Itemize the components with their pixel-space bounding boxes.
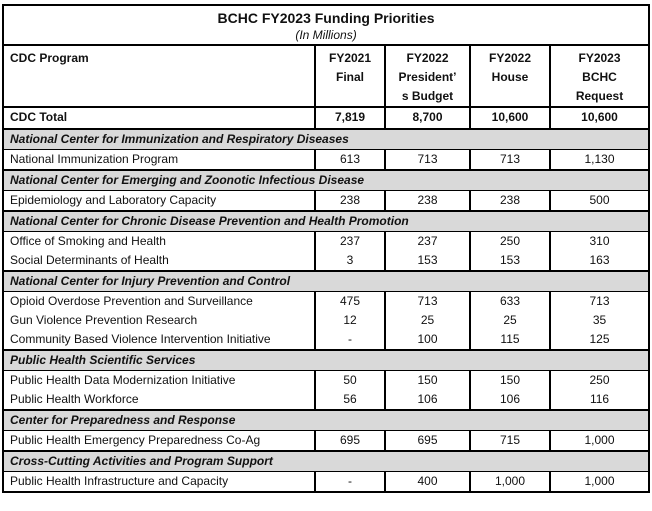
section-header-row — [3, 129, 649, 150]
header-line: President’ — [398, 70, 457, 84]
table-row — [3, 431, 649, 452]
section-title: National Center for Injury Prevention and Control — [3, 271, 649, 292]
table-row — [3, 330, 649, 350]
funding-value: 1,000 — [550, 472, 649, 493]
funding-table — [2, 4, 650, 493]
header-program: CDC Program — [10, 51, 89, 65]
section-title: National Center for Immunization and Respiratory Diseases — [3, 129, 649, 150]
funding-value: 713 — [550, 292, 649, 312]
funding-value: 613 — [315, 150, 385, 171]
title-row — [3, 5, 649, 45]
funding-value: 238 — [385, 191, 470, 212]
funding-value: 695 — [385, 431, 470, 452]
section-header-row — [3, 170, 649, 191]
header-line: Request — [575, 89, 624, 103]
section-title: Public Health Scientific Services — [3, 350, 649, 371]
section-header-row — [3, 211, 649, 232]
table-row — [3, 191, 649, 212]
program-name: Public Health Infrastructure and Capacity — [3, 472, 315, 493]
funding-value: 12 — [315, 311, 385, 330]
funding-value: 163 — [550, 251, 649, 271]
table-row — [3, 472, 649, 493]
table-row — [3, 232, 649, 252]
section-title: National Center for Emerging and Zoonotic Infectious Disease — [3, 170, 649, 191]
funding-value: 100 — [385, 330, 470, 350]
header-line: BCHC — [582, 70, 617, 84]
header-fy2021-final — [315, 45, 385, 107]
program-name: National Immunization Program — [3, 150, 315, 171]
program-name: Office of Smoking and Health — [10, 234, 166, 248]
funding-value: 238 — [315, 191, 385, 212]
funding-value: 115 — [470, 330, 550, 350]
funding-value: 500 — [550, 191, 649, 212]
table-row — [3, 150, 649, 171]
header-line: FY2022 — [488, 51, 532, 65]
total-value: 8,700 — [385, 107, 470, 129]
funding-value: 1,000 — [550, 431, 649, 452]
section-header-row — [3, 410, 649, 431]
funding-value: 150 — [385, 371, 470, 391]
section-header-row — [3, 271, 649, 292]
funding-value: 50 — [315, 371, 385, 391]
section-header-row — [3, 451, 649, 472]
funding-value: 25 — [385, 311, 470, 330]
section-title: Center for Preparedness and Response — [3, 410, 649, 431]
header-line: FY2023 — [578, 51, 621, 65]
program-name: Public Health Data Modernization Initiative — [10, 373, 236, 387]
funding-value: 713 — [385, 150, 470, 171]
program-name: Social Determinants of Health — [3, 251, 315, 271]
header-line: s Budget — [401, 89, 454, 103]
header-row — [3, 45, 649, 107]
funding-value: 250 — [550, 371, 649, 391]
funding-value: 237 — [385, 232, 470, 252]
header-fy2022-presidents-budget — [385, 45, 470, 107]
funding-value: 56 — [315, 390, 385, 410]
funding-value: 475 — [315, 292, 385, 312]
funding-value: - — [315, 472, 385, 493]
header-line: Final — [335, 70, 364, 84]
program-name: Gun Violence Prevention Research — [10, 313, 198, 327]
program-name: Opioid Overdose Prevention and Surveillance — [10, 294, 253, 308]
funding-value: 238 — [470, 191, 550, 212]
funding-value: 25 — [470, 311, 550, 330]
table-row — [3, 390, 649, 410]
total-value: 10,600 — [550, 107, 649, 129]
funding-value: 1,000 — [470, 472, 550, 493]
funding-value: 106 — [470, 390, 550, 410]
section-header-row — [3, 350, 649, 371]
table-row — [3, 292, 649, 312]
table-row — [3, 311, 649, 330]
funding-value: 35 — [550, 311, 649, 330]
header-line: House — [491, 70, 529, 84]
section-title: Cross-Cutting Activities and Program Support — [3, 451, 649, 472]
funding-value: 250 — [470, 232, 550, 252]
funding-value: 125 — [550, 330, 649, 350]
header-fy2022-house — [470, 45, 550, 107]
funding-value: 695 — [315, 431, 385, 452]
funding-value: 106 — [385, 390, 470, 410]
header-line: FY2021 — [328, 51, 372, 65]
funding-value: 633 — [470, 292, 550, 312]
program-name: Public Health Workforce — [3, 390, 315, 410]
total-row — [3, 107, 649, 129]
funding-value: 153 — [385, 251, 470, 271]
funding-value: 1,130 — [550, 150, 649, 171]
program-name: Epidemiology and Laboratory Capacity — [3, 191, 315, 212]
funding-table-container — [2, 4, 648, 508]
funding-value: 116 — [550, 390, 649, 410]
table-subtitle: (In Millions) — [295, 28, 357, 42]
funding-value: 310 — [550, 232, 649, 252]
funding-value: 713 — [470, 150, 550, 171]
header-fy2023-bchc-request — [550, 45, 649, 107]
total-value: 7,819 — [315, 107, 385, 129]
section-title: National Center for Chronic Disease Prevention and Health Promotion — [3, 211, 649, 232]
table-title: BCHC FY2023 Funding Priorities — [217, 10, 435, 26]
funding-value: 150 — [470, 371, 550, 391]
funding-value: 715 — [470, 431, 550, 452]
table-row — [3, 251, 649, 271]
funding-value: 237 — [315, 232, 385, 252]
funding-value: 400 — [385, 472, 470, 493]
funding-value: 3 — [315, 251, 385, 271]
funding-value: 153 — [470, 251, 550, 271]
program-name: Public Health Emergency Preparedness Co-Ag — [3, 431, 315, 452]
header-line: FY2022 — [406, 51, 449, 65]
funding-value: - — [315, 330, 385, 350]
program-name: Community Based Violence Intervention Initiative — [3, 330, 315, 350]
funding-value: 713 — [385, 292, 470, 312]
table-row — [3, 371, 649, 391]
total-label: CDC Total — [3, 107, 315, 129]
total-value: 10,600 — [470, 107, 550, 129]
